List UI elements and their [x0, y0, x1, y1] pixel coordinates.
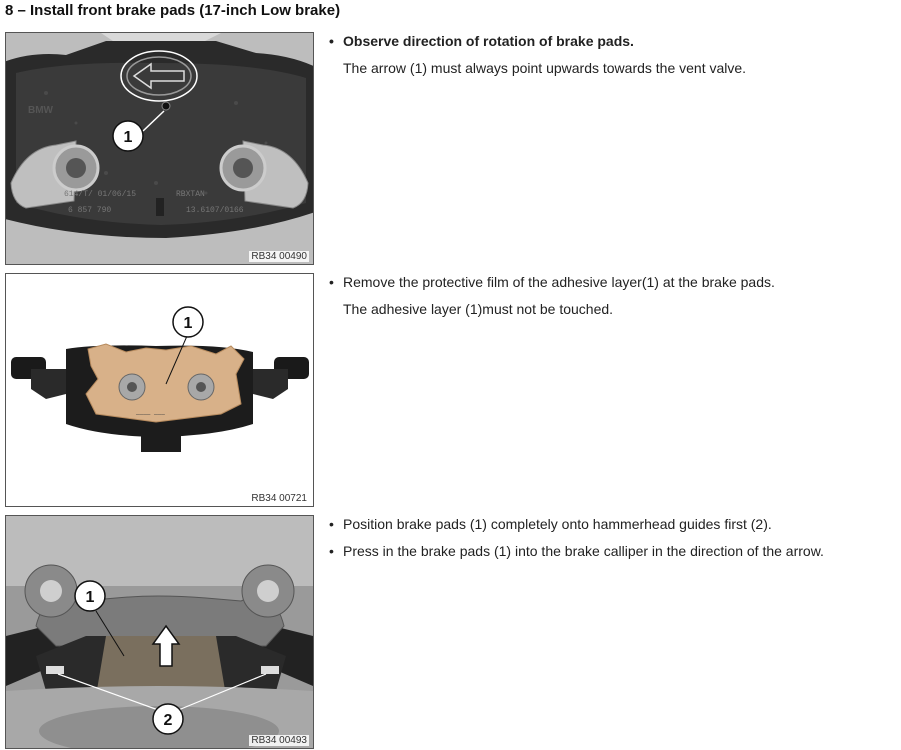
callout-2 [153, 704, 183, 734]
figure-brake-pad-arrow [5, 32, 314, 265]
figure-adhesive-layer [5, 273, 314, 507]
image-reference: RB34 00721 [251, 493, 307, 504]
svg-text:2: 2 [163, 712, 173, 729]
pad-print-brand: BMW [28, 105, 53, 116]
pad-print-part: 6 857 790 [68, 206, 112, 215]
callout-1 [75, 581, 105, 611]
svg-text:1: 1 [183, 315, 193, 332]
pad-print-mark: RBXTAN [176, 190, 205, 199]
svg-text:1: 1 [123, 129, 133, 146]
image-reference: RB34 00490 [251, 251, 307, 262]
callout-1 [113, 121, 143, 151]
instruction-bullet: • Press in the brake pads (1) into the brake calliper in the direction of the arrow. [327, 538, 824, 565]
svg-text:———— ———: ———— ——— [136, 411, 165, 418]
instruction-note: The adhesive layer (1)must not be touched. [343, 301, 614, 317]
brake-calliper-photo [6, 516, 313, 748]
instruction-note: The arrow (1) must always point upwards towards the vent valve. [343, 60, 747, 76]
instruction-bullet: • Position brake pads (1) completely onto hammerhead guides first (2). [327, 511, 824, 538]
brake-pad-photo-2 [6, 274, 313, 506]
image-reference: RB34 00493 [251, 735, 307, 746]
step-1-text [327, 28, 746, 82]
brake-pad-photo-1 [6, 33, 313, 264]
instruction-bullet: • Remove the protective film of the adhesive layer(1) at the brake pads. [327, 269, 775, 296]
pad-print-number: 13.6107/0166 [186, 206, 244, 215]
pad-print-code: 614/T/ 01/06/15 [64, 190, 137, 199]
step-2-text [327, 269, 775, 323]
figure-calliper-install [5, 515, 314, 749]
callout-1 [173, 307, 203, 337]
instruction-bullet: • Observe direction of rotation of brake pads. [327, 28, 746, 55]
svg-text:1: 1 [85, 589, 95, 606]
step-3-text [327, 511, 824, 565]
section-heading: 8 – Install front brake pads (17-inch Low brake) [5, 2, 341, 19]
